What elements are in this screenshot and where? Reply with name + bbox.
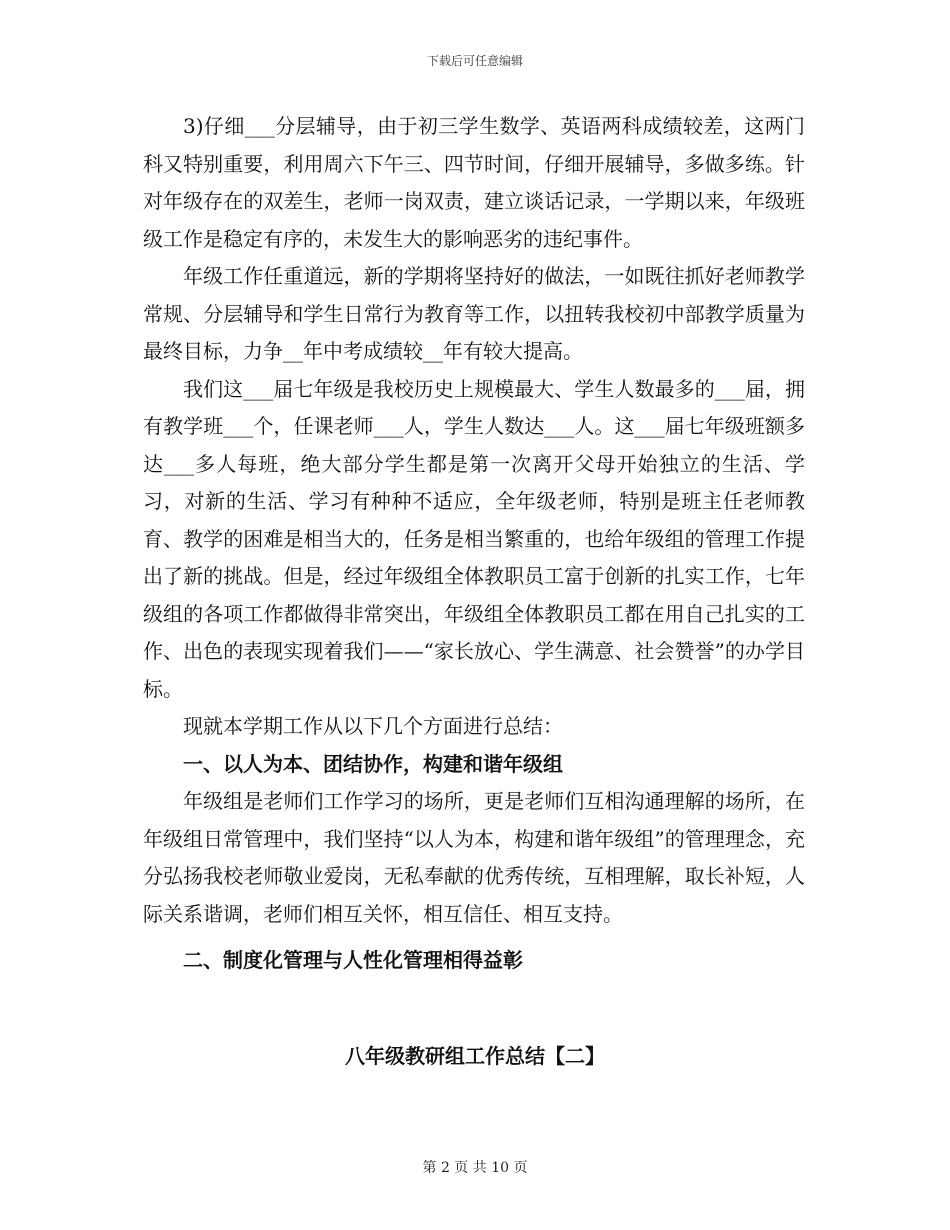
paragraph-future-work: 年级工作任重道远，新的学期将坚持好的做法，一如既往抓好老师教学常规、分层辅导和学生日常行为教育等工作，以扭转我校初中部教学质量为最终目标，力争__年中考成绩较__年有较大提高。 bbox=[143, 264, 805, 363]
document-body bbox=[143, 108, 805, 980]
paragraph-harmonious-group: 年级组是老师们工作学习的场所，更是老师们互相沟通理解的场所，在年级组日常管理中，我们坚持“以人为本，构建和谐年级组”的管理理念，充分弘扬我校老师敬业爱岗，无私奉献的优秀传统，互相理解，取长补短，人际关系谐调，老师们相互关怀，相互信任、相互支持。 bbox=[143, 789, 805, 926]
page-number: 第 2 页 共 10 页 bbox=[422, 1160, 528, 1176]
heading-people-oriented: 一、以人为本、团结协作，构建和谐年级组 bbox=[183, 751, 563, 776]
paragraph-tutoring: 3)仔细___分层辅导，由于初三学生数学、英语两科成绩较差，这两门科又特别重要，利用周六下午三、四节时间，仔细开展辅导，多做多练。针对年级存在的双差生，老师一岗双责，建立谈话记录，一学期以来，年级班级工作是稳定有序的，未发生大的影响恶劣的违纪事件。 bbox=[143, 114, 805, 251]
section-title: 八年级教研组工作总结【二】 bbox=[345, 1044, 605, 1068]
heading-management: 二、制度化管理与人性化管理相得益彰 bbox=[183, 948, 523, 972]
page-header-note: 下载后可任意编辑 bbox=[426, 54, 523, 68]
paragraph-summary-intro: 现就本学期工作从以下几个方面进行总结： bbox=[183, 714, 563, 738]
paragraph-grade-seven: 我们这___届七年级是我校历史上规模最大、学生人数最多的___届，拥有教学班___个，任课老师___人，学生人数达___人。这___届七年级班额多达___多人每班，绝大部分学生都是第一次离开父母开始独立的生活、学习，对新的生活、学习有种种不适应，全年级老师，特别是班主任老师教育、教学的困难是相当大的，任务是相当繁重的，也给年级组的管理工作提出了新的挑战。但是，经过年级组全体教职员工富于创新的扎实工作，七年级组的各项工作都做得非常突出，年级组全体教职员工都在用自己扎实的工作、出色的表现实现着我们——“家长放心、学生满意、社会赞誉”的办学目标。 bbox=[143, 376, 805, 701]
